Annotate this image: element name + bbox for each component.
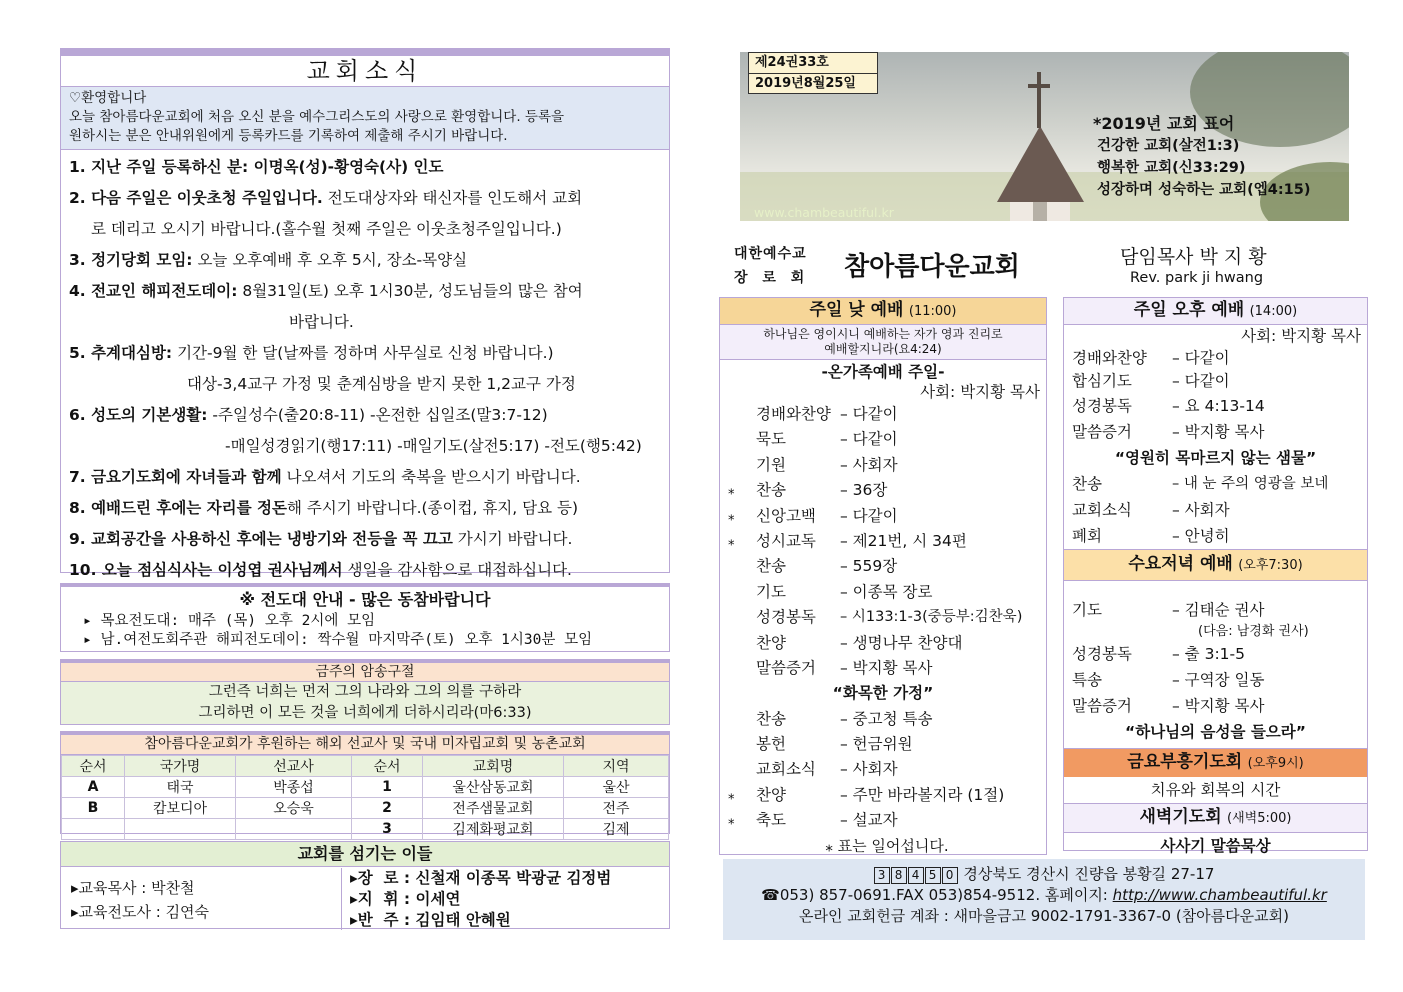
news-item: 5. 추계대심방: 기간-9월 한 달(날짜를 정하며 사무실로 신청 바랍니다.) [69, 344, 554, 362]
denomination [734, 242, 809, 290]
news-item: 2. 다음 주일은 이웃초청 주일입니다. 전도대상자와 태신자를 인도해서 교회 [69, 189, 583, 207]
news-title: 교회소식 [61, 56, 669, 87]
address-box [723, 859, 1365, 940]
welcome-line: 오늘 참아름다운교회에 처음 오신 분을 예수그리스도의 사랑으로 환영합니다. 등록을 [69, 109, 565, 125]
missions-table [61, 755, 669, 840]
memory-verse-section [60, 659, 670, 725]
worship-row: 찬송 – 내 눈 주의 영광을 보네 [1072, 475, 1329, 493]
news-item: 9. 교회공간을 사용하신 후에는 냉방기와 전등을 꼭 끄고 가시기 바랍니다. [69, 530, 573, 548]
worship-row: 찬송 – 중고청 특송 [756, 709, 933, 728]
sunday-am-verse: 하나님은 영이시니 예배하는 자가 영과 진리로 예배할지니라(요4:24) [720, 325, 1046, 360]
column-header: 선교사 [236, 756, 352, 777]
worship-row: 말씀증거 – 박지황 목사 [756, 658, 933, 677]
table-cell: 1 [352, 777, 423, 798]
news-item: 로 데리고 오시기 바랍니다.(홀수월 첫째 주일은 이웃초청주일입니다.) [91, 220, 562, 238]
address-line: 3 8 4 5 0 경상북도 경산시 진량읍 봉황길 27-17 [723, 864, 1365, 885]
table-cell: 울산 [564, 777, 669, 798]
sunday-afternoon-service [1063, 297, 1368, 551]
sunday-morning-service [719, 297, 1047, 855]
worship-row: 기도 – 이종목 장로 [756, 582, 933, 601]
news-top-bar [61, 49, 669, 56]
table-header-row [62, 756, 669, 777]
worship-row: ⁎ 찬양 – 주만 바라볼지라 (1절) [728, 785, 1005, 804]
sermon-title: “영원히 목마르지 않는 샘물” [1114, 449, 1317, 467]
worship-row: 성경봉독 – 출 3:1-5 [1072, 645, 1245, 663]
table-cell [125, 819, 236, 840]
motto-line: 건강한 교회(살전1:3) [1097, 138, 1240, 154]
servant-line: ▸지 휘 : 이세연 [350, 890, 461, 908]
worship-row: 말씀증거 – 박지황 목사 [1072, 697, 1265, 715]
dawn-heading: 새벽기도회 (새벽5:00) [1064, 804, 1367, 833]
table-cell: 2 [352, 798, 423, 819]
table-cell: 전주샘물교회 [423, 798, 564, 819]
news-item: -매일성경읽기(행17:11) -매일기도(살전5:17) -전도(행5:42) [225, 437, 642, 455]
servant-line: ▸반 주 : 김임태 안혜원 [350, 911, 511, 929]
worship-row: 경배와찬양 – 다같이 [1072, 349, 1230, 367]
sunday-am-host: 사회: 박지황 목사 [920, 383, 1040, 401]
servant-line: ▸교육목사 : 박찬철 [71, 879, 195, 897]
worship-row: 합심기도 – 다같이 [1072, 372, 1230, 390]
news-item: 대상-3,4교구 가정 및 춘계심방을 받지 못한 1,2교구 가정 [187, 375, 576, 393]
sunday-am-subtitle: -온가족예배 주일- [821, 363, 945, 381]
table-cell: 3 [352, 819, 423, 840]
evangelism-heading: ※ 전도대 안내 - 많은 동참바랍니다 [239, 590, 491, 609]
worship-row: 기도 – 김태순 권사 [1072, 601, 1265, 619]
news-item: 8. 예배드린 후에는 자리를 정돈해 주시기 바랍니다.(종이컵, 휴지, 담요 등) [69, 499, 579, 517]
missions-heading: 참아름다운교회가 후원하는 해외 선교사 및 국내 미자립교회 및 농촌교회 [61, 735, 669, 755]
zip-code: 3 8 4 5 0 [874, 865, 959, 883]
column-header: 국가명 [125, 756, 236, 777]
worship-row: ⁎ 성시교독 – 제21번, 시 34편 [728, 531, 967, 550]
servants-right [341, 868, 671, 930]
servants-heading: 교회를 섬기는 이들 [61, 842, 669, 867]
worship-row: 성경봉독 – 시133:1-3(중등부:김찬욱) [756, 608, 1023, 627]
worship-row: 기원 – 사회자 [756, 455, 898, 474]
news-item: 7. 금요기도회에 자녀들과 함께 나오셔서 기도의 축복을 받으시기 바랍니다. [69, 468, 581, 486]
table-cell: 태국 [125, 777, 236, 798]
wednesday-heading: 수요저녁 예배 (오후7:30) [1064, 550, 1367, 581]
sunday-pm-heading: 주일 오후 예배 (14:00) [1064, 298, 1367, 325]
missions-section [60, 731, 670, 838]
worship-row: 성경봉독 – 요 4:13-14 [1072, 397, 1265, 415]
worship-row: 교회소식 – 사회자 [1072, 501, 1230, 519]
memory-verse-line: 그런즉 너희는 먼저 그의 나라와 그의 의를 구하라 [61, 682, 669, 703]
worship-row: ⁎ 신앙고백 – 다같이 [728, 506, 898, 525]
table-row [62, 777, 669, 798]
worship-row: 교회소식 – 사회자 [756, 760, 898, 779]
wednesday-service [1063, 549, 1368, 749]
table-cell: 김제 [564, 819, 669, 840]
news-item: 6. 성도의 기본생활: -주일성수(출20:8-11) -온전한 십일조(말3:7-12) [69, 406, 548, 424]
column-header: 교회명 [423, 756, 564, 777]
next-prayer: (다음: 남경화 권사) [1198, 624, 1309, 639]
evangelism-line: ▸ 남.여전도회주관 해피전도데이: 짝수월 마지막주(토) 오후 1시30분 모임 [83, 632, 593, 648]
news-item: 10. 오늘 점심식사는 이성엽 권사님께서 생일을 감사함으로 대접하십니다. [69, 561, 572, 579]
table-cell [236, 819, 352, 840]
memory-verse-heading: 금주의 암송구절 [61, 663, 669, 682]
column-header: 순서 [62, 756, 125, 777]
photo-url: www.chambeautiful.kr [754, 205, 894, 220]
dawn-desc: 사사기 말씀묵상 [1160, 837, 1271, 855]
evangelism-section [60, 583, 670, 652]
motto-title: *2019년 교회 표어 [1093, 114, 1235, 133]
news-items [61, 150, 669, 586]
table-cell: 캄보디아 [125, 798, 236, 819]
church-name: 참아름다운교회 [844, 252, 1020, 282]
table-cell: B [62, 798, 125, 819]
memory-verse-line: 그리하면 이 모든 것을 너희에게 더하시리라(마6:33) [61, 703, 669, 724]
table-cell: 울산삼동교회 [423, 777, 564, 798]
issue-date: 2019년8월25일 [755, 76, 856, 91]
account-line: 온라인 교회헌금 계좌 : 새마을금고 9002-1791-3367-0 (참아름다운교회) [799, 907, 1289, 925]
church-news-section [60, 48, 670, 579]
issue-volume: 제24권33호 [749, 53, 877, 74]
worship-row: ⁎ 축도 – 설교자 [728, 811, 898, 830]
worship-row: 묵도 – 다같이 [756, 430, 898, 449]
table-cell: A [62, 777, 125, 798]
welcome-box [61, 87, 669, 150]
denomination-line: 대한예수교 [734, 246, 807, 262]
servants-left [71, 876, 209, 924]
pastor-name-en: Rev. park ji hwang [1130, 270, 1264, 286]
servant-line: ▸장 로 : 신철재 이종목 박광균 김정범 [350, 869, 612, 887]
motto-line: 성장하며 성숙하는 교회(엡4:15) [1097, 182, 1311, 198]
table-cell: 김제화평교회 [423, 819, 564, 840]
worship-row: 특송 – 구역장 일동 [1072, 671, 1265, 689]
news-item: 3. 정기당회 모임: 오늘 오후예배 후 오후 5시, 장소-목양실 [69, 251, 468, 269]
evangelism-line: ▸ 목요전도대: 매주 (목) 오후 2시에 모임 [83, 613, 376, 629]
church-header [720, 240, 1370, 295]
friday-desc: 치유와 회복의 시간 [1064, 777, 1367, 804]
table-cell [62, 819, 125, 840]
servants-section [60, 841, 670, 929]
table-cell: 전주 [564, 798, 669, 819]
friday-and-dawn-prayer [1063, 748, 1368, 855]
news-item: 4. 전교인 해피전도데이: 8월31일(토) 오후 1시30분, 성도님들의 많은 참여 [69, 282, 583, 300]
church-motto [1093, 113, 1311, 201]
worship-row: 폐회 – 안녕히 [1072, 527, 1230, 545]
standing-footnote: ⁎ 표는 일어섭니다. [825, 836, 949, 855]
website-link[interactable]: http://www.chambeautiful.kr [1112, 886, 1327, 904]
motto-line: 행복한 교회(신33:29) [1097, 160, 1246, 176]
worship-row: 찬송 – 559장 [756, 557, 898, 576]
worship-row: 말씀증거 – 박지황 목사 [1072, 423, 1265, 441]
table-row [62, 819, 669, 840]
sermon-title: “화목한 가정” [832, 684, 934, 703]
table-cell: 박종섭 [236, 777, 352, 798]
column-header: 지역 [564, 756, 669, 777]
column-header: 순서 [352, 756, 423, 777]
sunday-pm-host: 사회: 박지황 목사 [1241, 327, 1361, 345]
contact-line: ☎053) 857-0691.FAX 053)854-9512. 홈페이지: http://www.chambeautiful.kr [761, 886, 1327, 904]
news-item: 바랍니다. [289, 313, 354, 331]
worship-row: 찬양 – 생명나무 찬양대 [756, 633, 963, 652]
worship-row: 봉헌 – 헌금위원 [756, 735, 913, 754]
sermon-title: “하나님의 음성을 들으라” [1125, 723, 1306, 741]
pastor-name: 담임목사 박 지 황 [1120, 246, 1267, 268]
worship-row: ⁎ 찬송 – 36장 [728, 481, 888, 500]
friday-heading: 금요부흥기도회 (오후9시) [1064, 749, 1367, 777]
welcome-line: 원하시는 분은 안내위원에게 등록카드를 기록하여 제출해 주시기 바랍니다. [69, 128, 508, 144]
table-row [62, 798, 669, 819]
worship-row: 경배와찬양 – 다같이 [756, 405, 898, 423]
denomination-line: 장 로 회 [734, 270, 810, 286]
order-of-worship [720, 402, 1046, 859]
issue-box [748, 52, 878, 94]
news-item: 1. 지난 주일 등록하신 분: 이명옥(성)-황영숙(사) 인도 [69, 158, 444, 176]
table-cell: 오승욱 [236, 798, 352, 819]
welcome-heading: ♡환영합니다 [69, 90, 147, 106]
sunday-am-heading: 주일 낮 예배 (11:00) [720, 298, 1046, 325]
servant-line: ▸교육전도사 : 김연숙 [71, 903, 210, 921]
